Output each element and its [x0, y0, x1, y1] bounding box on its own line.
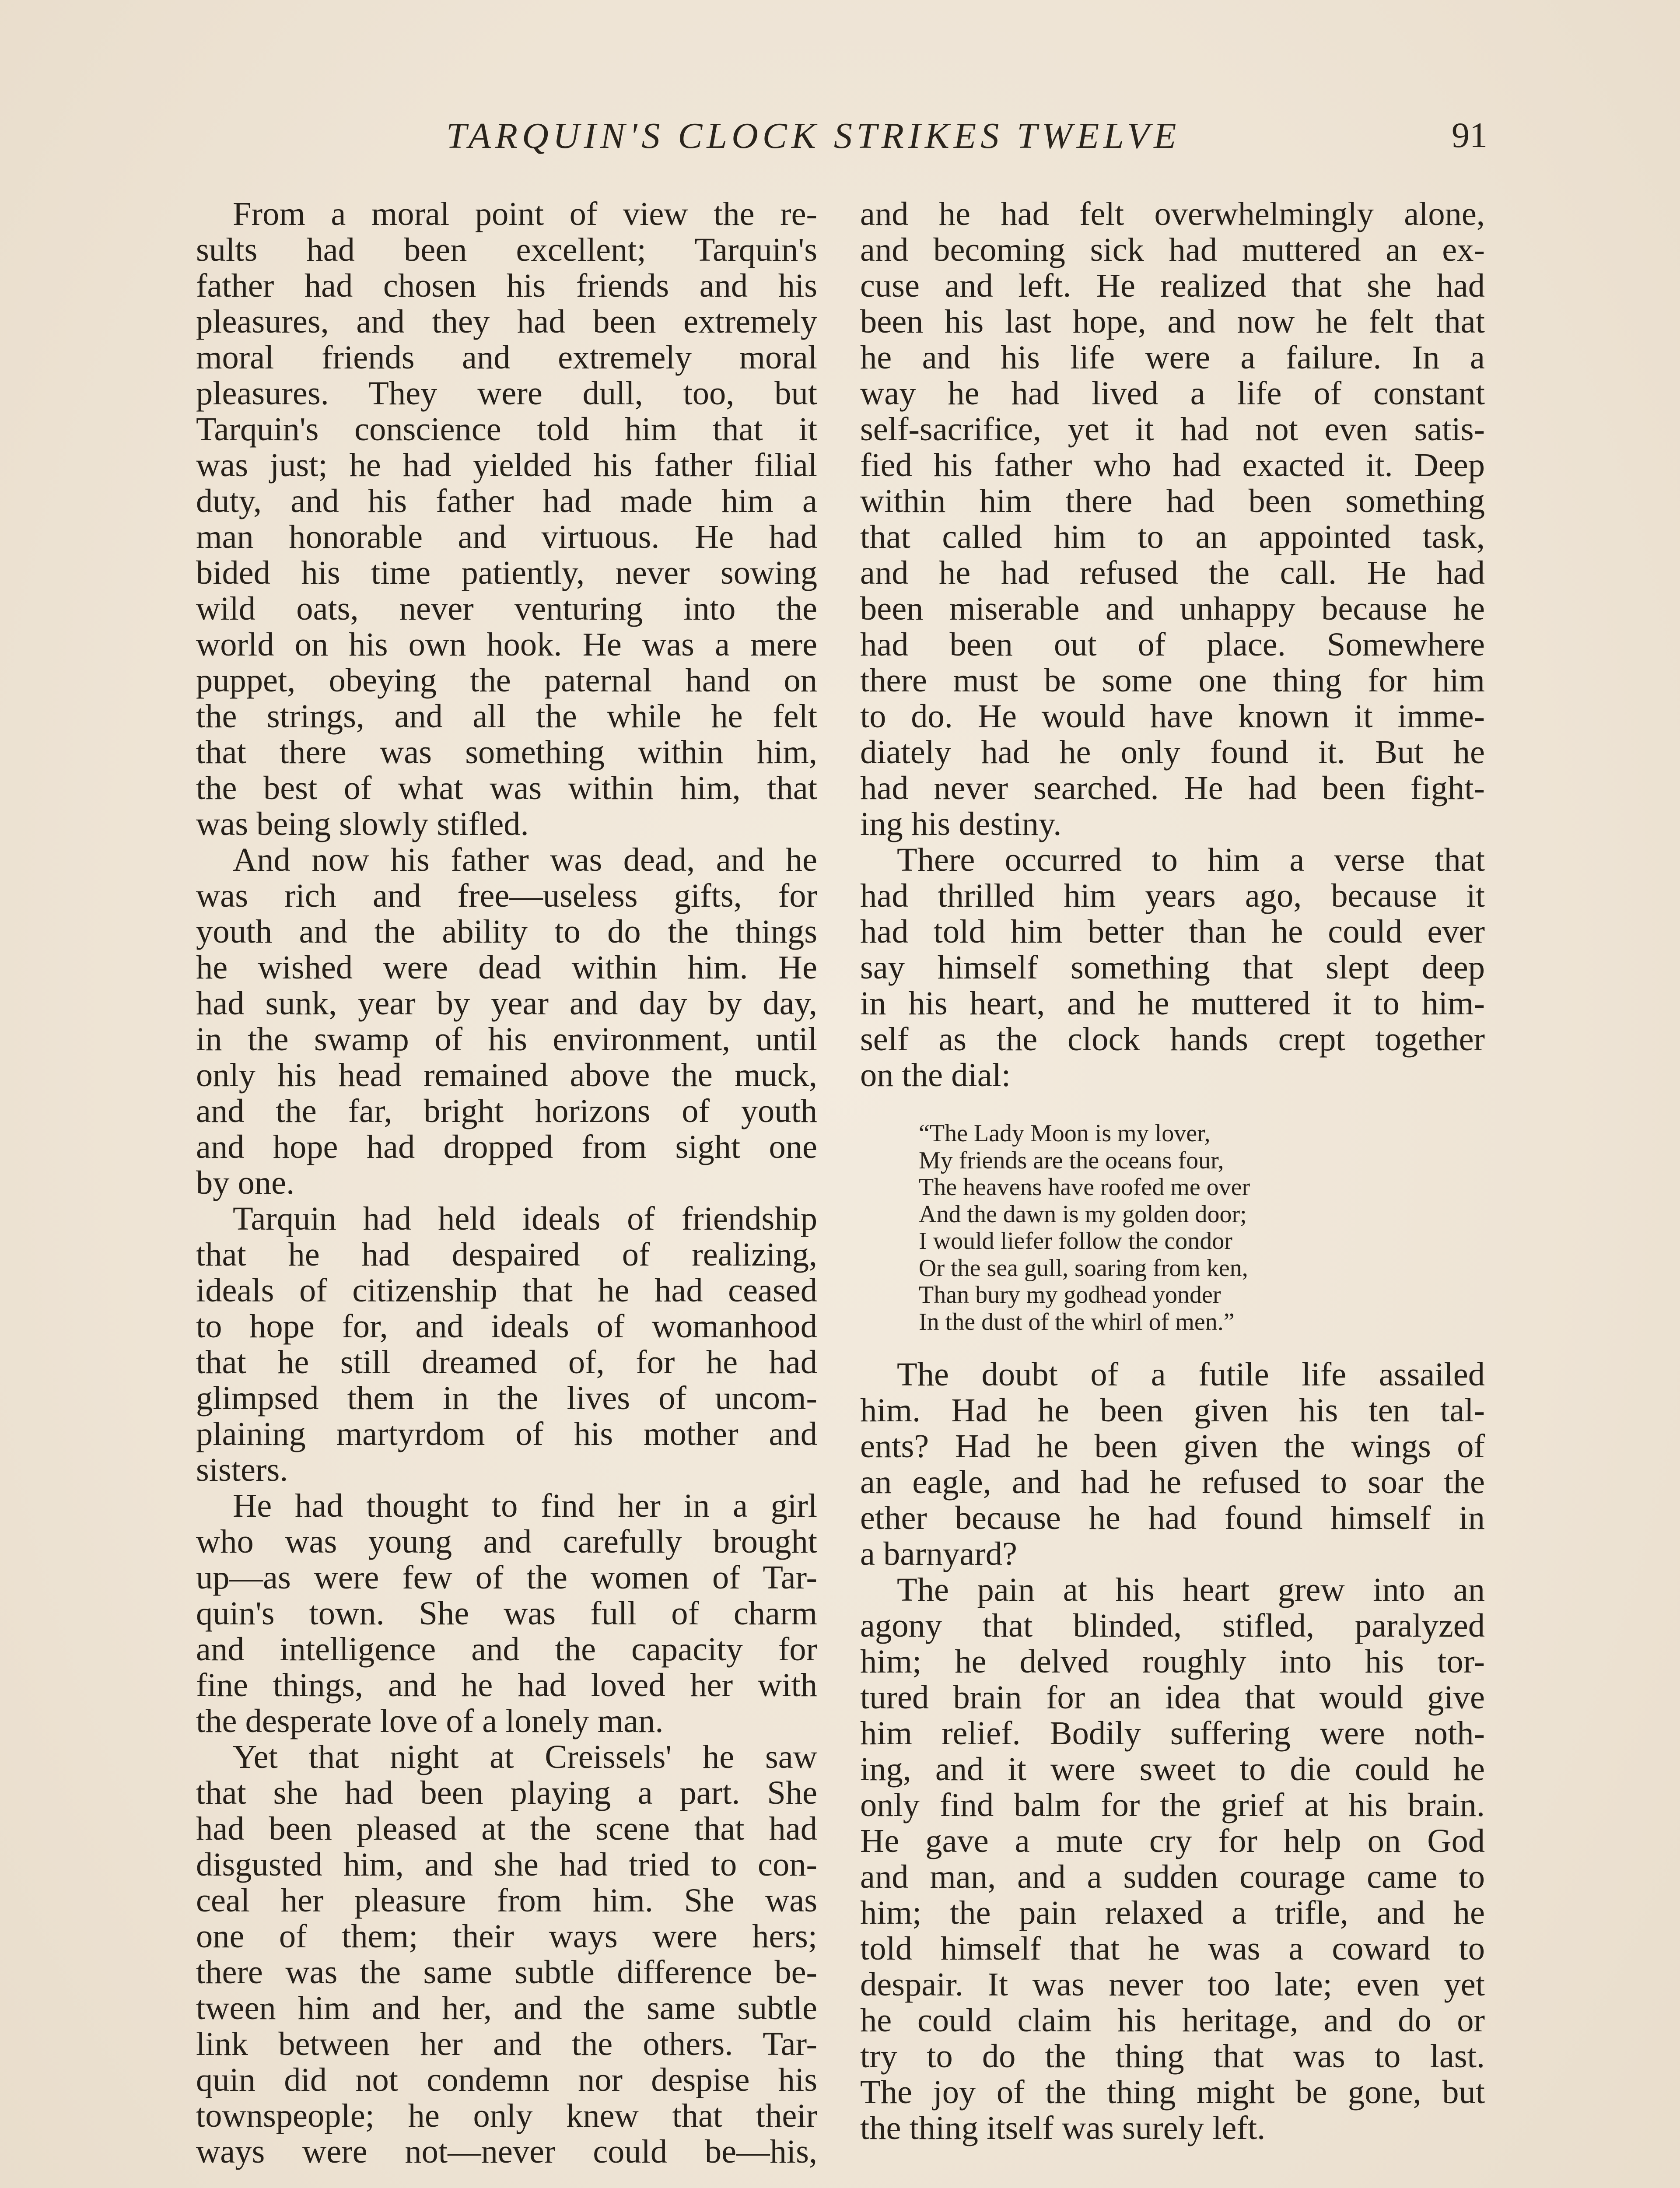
text-line: wild oats, never venturing into the — [196, 590, 817, 627]
text-line: that he still dreamed of, for he had — [196, 1343, 817, 1381]
text-line: and hope had dropped from sight one — [196, 1128, 817, 1165]
poem-line: Than bury my godhead yonder — [919, 1281, 1221, 1308]
text-line: there was the same subtle difference be- — [196, 1953, 817, 1991]
text-line: on the dial: — [860, 1056, 1011, 1094]
text-line: to do. He would have known it imme- — [860, 698, 1485, 735]
right-column-top-text — [860, 196, 1485, 1093]
text-line: was being slowly stifled. — [196, 805, 529, 842]
text-line: puppet, obeying the paternal hand on — [196, 662, 817, 699]
text-line: fied his father who had exacted it. Deep — [860, 446, 1485, 484]
text-line: ideals of citizenship that he had ceased — [196, 1272, 817, 1309]
text-line: Yet that night at Creissels' he saw — [233, 1738, 817, 1775]
text-line: him. Had he been given his ten tal- — [860, 1392, 1485, 1429]
text-line: There occurred to him a verse that — [897, 841, 1485, 878]
text-line: had been pleased at the scene that had — [196, 1810, 817, 1847]
text-line: pleasures. They were dull, too, but — [196, 375, 817, 412]
text-line: say himself something that slept deep — [860, 949, 1485, 986]
text-line: and he had refused the call. He had — [860, 554, 1485, 591]
text-line: the thing itself was surely left. — [860, 2109, 1266, 2146]
text-line: only his head remained above the muck, — [196, 1056, 817, 1094]
text-line: had sunk, year by year and day by day, — [196, 985, 817, 1022]
text-line: he and his life were a failure. In a — [860, 339, 1485, 376]
text-line: him; the pain relaxed a trifle, and he — [860, 1894, 1485, 1931]
text-line: there must be some one thing for him — [860, 662, 1485, 699]
page-number: 91 — [1452, 115, 1488, 155]
text-line: within him there had been something — [860, 482, 1485, 519]
poem-line: And the dawn is my golden door; — [919, 1200, 1247, 1228]
right-column — [860, 196, 1485, 2146]
text-line: he wished were dead within him. He — [196, 949, 817, 986]
text-line: ing, and it were sweet to die could he — [860, 1750, 1485, 1788]
text-line: had thrilled him years ago, because it — [860, 877, 1485, 914]
text-line: cuse and left. He realized that she had — [860, 267, 1485, 304]
text-line: tured brain for an idea that would give — [860, 1679, 1485, 1716]
text-line: ways were not—never could be—his, — [196, 2133, 817, 2170]
text-line: fine things, and he had loved her with — [196, 1666, 817, 1704]
text-line: agony that blinded, stifled, paralyzed — [860, 1607, 1485, 1644]
left-column — [196, 196, 817, 2170]
text-line: youth and the ability to do the things — [196, 913, 817, 950]
text-line: by one. — [196, 1164, 295, 1201]
text-line: a barnyard? — [860, 1535, 1017, 1572]
text-line: up—as were few of the women of Tar- — [196, 1559, 817, 1596]
text-line: ing his destiny. — [860, 805, 1062, 842]
text-line: an eagle, and had he refused to soar the — [860, 1463, 1485, 1501]
text-line: that she had been playing a part. She — [196, 1774, 817, 1811]
text-line: he could claim his heritage, and do or — [860, 2002, 1485, 2039]
text-line: had been out of place. Somewhere — [860, 626, 1485, 663]
text-line: told himself that he was a coward to — [860, 1930, 1485, 1967]
text-line: He gave a mute cry for help on God — [860, 1822, 1485, 1859]
right-column-bottom-text — [860, 1357, 1485, 2146]
text-line: him; he delved roughly into his tor- — [860, 1643, 1485, 1680]
text-line: had never searched. He had been fight- — [860, 769, 1485, 806]
text-line: quin's town. She was full of charm — [196, 1595, 817, 1632]
text-line: that called him to an appointed task, — [860, 518, 1485, 555]
poem-line: The heavens have roofed me over — [919, 1174, 1250, 1201]
text-line: one of them; their ways were hers; — [196, 1918, 817, 1955]
text-line: in his heart, and he muttered it to him- — [860, 985, 1485, 1022]
text-line: He had thought to find her in a girl — [233, 1487, 817, 1524]
text-line: sults had been excellent; Tarquin's — [196, 231, 817, 268]
text-line: moral friends and extremely moral — [196, 339, 817, 376]
text-line: duty, and his father had made him a — [196, 482, 817, 519]
text-line: self-sacrifice, yet it had not even satis- — [860, 410, 1485, 448]
text-line: bided his time patiently, never sowing — [196, 554, 817, 591]
text-line: The doubt of a futile life assailed — [897, 1356, 1485, 1393]
text-line: and intelligence and the capacity for — [196, 1630, 817, 1668]
poem-line: I would liefer follow the condor — [919, 1227, 1232, 1255]
text-line: father had chosen his friends and his — [196, 267, 817, 304]
text-line: From a moral point of view the re- — [233, 195, 817, 232]
poem-line: In the dust of the whirl of men.” — [919, 1308, 1235, 1336]
poem-line: Or the sea gull, soaring from ken, — [919, 1254, 1248, 1282]
text-line: The pain at his heart grew into an — [897, 1571, 1485, 1608]
text-line: and becoming sick had muttered an ex- — [860, 231, 1485, 268]
text-line: way he had lived a life of constant — [860, 375, 1485, 412]
text-line: and he had felt overwhelmingly alone, — [860, 195, 1485, 232]
text-line: had told him better than he could ever — [860, 913, 1485, 950]
text-line: was just; he had yielded his father filial — [196, 446, 817, 484]
text-line: and man, and a sudden courage came to — [860, 1858, 1485, 1895]
text-line: the best of what was within him, that — [196, 769, 817, 806]
text-line: glimpsed them in the lives of uncom- — [196, 1379, 817, 1417]
text-line: The joy of the thing might be gone, but — [860, 2073, 1485, 2111]
text-line: quin did not condemn nor despise his — [196, 2061, 817, 2098]
text-line: been his last hope, and now he felt that — [860, 303, 1485, 340]
text-line: townspeople; he only knew that their — [196, 2097, 817, 2134]
text-line: and the far, bright horizons of youth — [196, 1092, 817, 1129]
text-line: ents? Had he been given the wings of — [860, 1427, 1485, 1465]
text-line: tween him and her, and the same subtle — [196, 1989, 817, 2027]
text-line: the strings, and all the while he felt — [196, 698, 817, 735]
poem-line: “The Lady Moon is my lover, — [919, 1120, 1211, 1147]
running-title: TARQUIN'S CLOCK STRIKES TWELVE — [446, 116, 1181, 156]
text-line: ceal her pleasure from him. She was — [196, 1882, 817, 1919]
poem-quote — [919, 1120, 1485, 1336]
text-line: pleasures, and they had been extremely — [196, 303, 817, 340]
text-line: sisters. — [196, 1451, 288, 1488]
text-line: ether because he had found himself in — [860, 1499, 1485, 1536]
text-line: who was young and carefully brought — [196, 1523, 817, 1560]
text-line: to hope for, and ideals of womanhood — [196, 1308, 817, 1345]
text-line: despair. It was never too late; even yet — [860, 1966, 1485, 2003]
text-line: the desperate love of a lonely man. — [196, 1702, 664, 1739]
text-line: been miserable and unhappy because he — [860, 590, 1485, 627]
text-line: in the swamp of his environment, until — [196, 1020, 817, 1058]
text-line: link between her and the others. Tar- — [196, 2025, 817, 2062]
text-line: that he had despaired of realizing, — [196, 1236, 817, 1273]
text-line: was rich and free—useless gifts, for — [196, 877, 817, 914]
text-line: world on his own hook. He was a mere — [196, 626, 817, 663]
text-line: him relief. Bodily suffering were noth- — [860, 1715, 1485, 1752]
poem-line: My friends are the oceans four, — [919, 1147, 1224, 1174]
text-line: self as the clock hands crept together — [860, 1020, 1485, 1058]
text-line: plaining martyrdom of his mother and — [196, 1415, 817, 1452]
text-line: disgusted him, and she had tried to con- — [196, 1846, 817, 1883]
text-line: that there was something within him, — [196, 733, 817, 771]
text-line: Tarquin had held ideals of friendship — [233, 1200, 817, 1237]
text-line: man honorable and virtuous. He had — [196, 518, 817, 555]
text-line: And now his father was dead, and he — [233, 841, 817, 878]
text-line: diately had he only found it. But he — [860, 733, 1485, 771]
text-line: try to do the thing that was to last. — [860, 2037, 1485, 2075]
text-line: only find balm for the grief at his brain. — [860, 1786, 1485, 1823]
text-line: Tarquin's conscience told him that it — [196, 410, 817, 448]
